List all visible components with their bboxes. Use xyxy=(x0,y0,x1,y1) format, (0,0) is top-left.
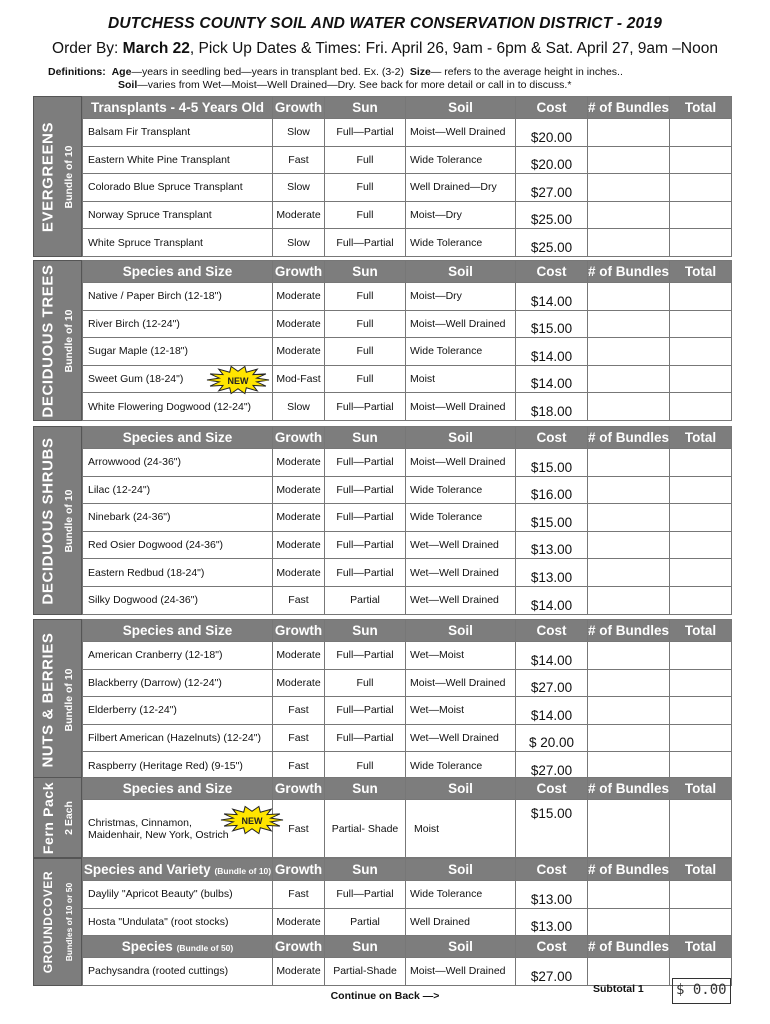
sun-requirement: Partial- Shade xyxy=(325,800,406,858)
soil-requirement: Moist—Well Drained xyxy=(406,310,516,338)
soil-requirement: Moist—Well Drained xyxy=(406,119,516,147)
growth-rate: Moderate xyxy=(273,449,325,477)
growth-rate: Moderate xyxy=(273,310,325,338)
sun-requirement: Full—Partial xyxy=(325,531,406,559)
column-header-row xyxy=(83,97,732,119)
section-label xyxy=(33,260,82,421)
plant-name: Native / Paper Birch (12-18") xyxy=(83,283,273,311)
column-header-total: Total xyxy=(670,859,732,881)
bundles-input[interactable] xyxy=(588,504,670,532)
bundles-input[interactable] xyxy=(588,338,670,366)
table-row xyxy=(83,642,732,670)
total-field[interactable] xyxy=(670,146,732,174)
bundles-input[interactable] xyxy=(588,881,670,909)
plant-name: Blackberry (Darrow) (12-24") xyxy=(83,669,273,697)
column-header-cost: Cost xyxy=(516,778,588,800)
price: $18.00 xyxy=(516,393,588,421)
sun-requirement: Full—Partial xyxy=(325,119,406,147)
table-row xyxy=(83,504,732,532)
growth-rate: Mod-Fast xyxy=(273,365,325,393)
table-row xyxy=(83,958,732,986)
section-label xyxy=(33,619,82,780)
soil-requirement: Wet—Well Drained xyxy=(406,724,516,752)
growth-rate: Moderate xyxy=(273,476,325,504)
table-row xyxy=(83,697,732,725)
table-row xyxy=(83,908,732,936)
table-row xyxy=(83,724,732,752)
total-field[interactable] xyxy=(670,310,732,338)
price: $14.00 xyxy=(516,338,588,366)
bundles-input[interactable] xyxy=(588,800,670,858)
section-deciduous-shrubs xyxy=(33,426,731,615)
table-row xyxy=(83,174,732,202)
sun-requirement: Full xyxy=(325,752,406,780)
growth-rate: Moderate xyxy=(273,504,325,532)
section-fern-pack xyxy=(33,777,731,858)
sun-requirement: Full—Partial xyxy=(325,449,406,477)
column-header-total: Total xyxy=(670,97,732,119)
total-field[interactable] xyxy=(670,338,732,366)
soil-requirement: Wet—Moist xyxy=(406,697,516,725)
column-header-growth: Growth xyxy=(273,778,325,800)
order-info: Order By: March 22, Pick Up Dates & Times: Fri. April 26, 9am - 6pm & Sat. April 27, 9am –Noon xyxy=(52,40,718,57)
price: $15.00 xyxy=(516,449,588,477)
column-header-total: Total xyxy=(670,427,732,449)
column-header-total: Total xyxy=(670,778,732,800)
soil-requirement: Wet—Well Drained xyxy=(406,559,516,587)
section-name: NUTS & BERRIES xyxy=(39,631,57,768)
column-header-sun: Sun xyxy=(325,261,406,283)
total-field[interactable] xyxy=(670,229,732,257)
column-header-row xyxy=(83,427,732,449)
total-field[interactable] xyxy=(670,586,732,614)
section-label xyxy=(33,777,82,858)
plant-name: Norway Spruce Transplant xyxy=(83,201,273,229)
bundles-input[interactable] xyxy=(588,724,670,752)
sun-requirement: Full—Partial xyxy=(325,724,406,752)
price: $16.00 xyxy=(516,476,588,504)
section-evergreens xyxy=(33,96,731,257)
column-header-species: Transplants - 4-5 Years Old xyxy=(83,97,273,119)
plant-name: Arrowwood (24-36") xyxy=(83,449,273,477)
bundles-input[interactable] xyxy=(588,958,670,986)
plant-name: American Cranberry (12-18") xyxy=(83,642,273,670)
section-name: EVERGREENS xyxy=(39,121,57,232)
plant-name: White Spruce Transplant xyxy=(83,229,273,257)
growth-rate: Moderate xyxy=(273,669,325,697)
plant-name: White Flowering Dogwood (12-24") xyxy=(83,393,273,421)
section-table xyxy=(82,260,732,421)
growth-rate: Moderate xyxy=(273,531,325,559)
plant-name: Colorado Blue Spruce Transplant xyxy=(83,174,273,202)
bundles-input[interactable] xyxy=(588,310,670,338)
growth-rate: Slow xyxy=(273,174,325,202)
column-header-growth: Growth xyxy=(273,261,325,283)
price: $13.00 xyxy=(516,531,588,559)
price: $14.00 xyxy=(516,283,588,311)
table-row xyxy=(83,146,732,174)
price: $27.00 xyxy=(516,752,588,780)
column-header-soil: Soil xyxy=(406,261,516,283)
column-header-growth: Growth xyxy=(273,936,325,958)
sun-requirement: Full—Partial xyxy=(325,642,406,670)
bundle-size: Bundle of 10 xyxy=(63,488,75,553)
bundle-size: Bundle of 10 xyxy=(63,308,75,373)
price: $27.00 xyxy=(516,174,588,202)
sun-requirement: Full xyxy=(325,365,406,393)
sun-requirement: Full—Partial xyxy=(325,559,406,587)
order-date: March 22 xyxy=(122,40,190,57)
growth-rate: Moderate xyxy=(273,908,325,936)
column-header-row xyxy=(83,620,732,642)
column-header-row xyxy=(83,859,732,881)
bundles-input[interactable] xyxy=(588,283,670,311)
growth-rate: Moderate xyxy=(273,201,325,229)
column-header-growth: Growth xyxy=(273,97,325,119)
subtotal-field[interactable]: $ 0.00 xyxy=(672,978,731,1004)
bundles-input[interactable] xyxy=(588,365,670,393)
total-field[interactable] xyxy=(670,174,732,202)
price: $15.00 xyxy=(516,800,588,858)
bundles-input[interactable] xyxy=(588,697,670,725)
price: $27.00 xyxy=(516,669,588,697)
soil-requirement: Moist—Dry xyxy=(406,283,516,311)
sun-requirement: Partial xyxy=(325,908,406,936)
bundle-size: Bundles of 10 or 50 xyxy=(64,882,74,962)
column-header-bundles: # of Bundles xyxy=(588,97,670,119)
section-table xyxy=(82,619,732,780)
bundles-input[interactable] xyxy=(588,642,670,670)
growth-rate: Fast xyxy=(273,752,325,780)
plant-name: Silky Dogwood (24-36") xyxy=(83,586,273,614)
total-field[interactable] xyxy=(670,449,732,477)
bundles-input[interactable] xyxy=(588,669,670,697)
section-name: DECIDUOUS TREES xyxy=(39,263,57,418)
column-header-soil: Soil xyxy=(406,859,516,881)
soil-requirement: Moist—Dry xyxy=(406,201,516,229)
soil-requirement: Wide Tolerance xyxy=(406,752,516,780)
sun-requirement: Full xyxy=(325,283,406,311)
table-row xyxy=(83,476,732,504)
plant-name: Red Osier Dogwood (24-36") xyxy=(83,531,273,559)
bundle-size: Bundle of 10 xyxy=(63,144,75,209)
soil-requirement: Wet—Moist xyxy=(406,642,516,670)
growth-rate: Moderate xyxy=(273,642,325,670)
soil-requirement: Well Drained—Dry xyxy=(406,174,516,202)
section-label xyxy=(33,96,82,257)
bundles-input[interactable] xyxy=(588,174,670,202)
table-row xyxy=(83,393,732,421)
column-header-bundles: # of Bundles xyxy=(588,261,670,283)
column-header-bundles: # of Bundles xyxy=(588,859,670,881)
total-field[interactable] xyxy=(670,669,732,697)
new-badge xyxy=(220,805,284,835)
column-header-soil: Soil xyxy=(406,97,516,119)
column-header-species: Species and Size xyxy=(83,778,273,800)
price: $13.00 xyxy=(516,908,588,936)
total-field[interactable] xyxy=(670,697,732,725)
price: $20.00 xyxy=(516,146,588,174)
page-title: DUTCHESS COUNTY SOIL AND WATER CONSERVATION DISTRICT - 2019 xyxy=(107,15,663,32)
definitions: Definitions: Age—years in seedling bed—years in transplant bed. Ex. (3-2) Size— refers to the average height in inches.. Soil—varies from Wet—Moist—Well Drained—Dry. See back for more detail or call in to discuss.* xyxy=(48,66,623,91)
column-header-bundles: # of Bundles xyxy=(588,936,670,958)
growth-rate: Slow xyxy=(273,119,325,147)
sun-requirement: Full—Partial xyxy=(325,504,406,532)
total-field[interactable] xyxy=(670,531,732,559)
column-header-total: Total xyxy=(670,936,732,958)
column-header-soil: Soil xyxy=(406,620,516,642)
sun-requirement: Full—Partial xyxy=(325,393,406,421)
column-header-total: Total xyxy=(670,261,732,283)
total-field[interactable] xyxy=(670,119,732,147)
table-row xyxy=(83,586,732,614)
continue-on-back: Continue on Back —> xyxy=(330,990,440,1002)
table-row xyxy=(83,201,732,229)
total-field[interactable] xyxy=(670,504,732,532)
plant-name: Raspberry (Heritage Red) (9-15") xyxy=(83,752,273,780)
column-header-row xyxy=(83,261,732,283)
growth-rate: Moderate xyxy=(273,958,325,986)
section-groundcover xyxy=(33,858,731,986)
soil-requirement: Moist—Well Drained xyxy=(406,958,516,986)
price: $15.00 xyxy=(516,310,588,338)
soil-requirement: Wide Tolerance xyxy=(406,338,516,366)
plant-name: River Birch (12-24") xyxy=(83,310,273,338)
column-header-growth: Growth xyxy=(273,859,325,881)
growth-rate: Slow xyxy=(273,393,325,421)
column-header-sun: Sun xyxy=(325,620,406,642)
plant-name: Ninebark (24-36") xyxy=(83,504,273,532)
soil-requirement: Moist xyxy=(406,800,516,858)
column-header-sun: Sun xyxy=(325,936,406,958)
plant-name: Sweet Gum (18-24") NEW xyxy=(83,365,273,393)
column-header-growth: Growth xyxy=(273,427,325,449)
bundles-input[interactable] xyxy=(588,119,670,147)
sun-requirement: Full xyxy=(325,174,406,202)
growth-rate: Fast xyxy=(273,724,325,752)
column-header-sun: Sun xyxy=(325,859,406,881)
total-field[interactable] xyxy=(670,393,732,421)
plant-name: Christmas, Cinnamon, Maidenhair, New York, Ostrich NEW xyxy=(83,800,273,858)
total-field[interactable] xyxy=(670,908,732,936)
column-header-species: Species and Variety (Bundle of 10) xyxy=(83,859,273,881)
table-row xyxy=(83,365,732,393)
column-header-bundles: # of Bundles xyxy=(588,427,670,449)
total-field[interactable] xyxy=(670,476,732,504)
total-field[interactable] xyxy=(670,724,732,752)
table-row xyxy=(83,119,732,147)
price: $13.00 xyxy=(516,559,588,587)
plant-name: Pachysandra (rooted cuttings) xyxy=(83,958,273,986)
column-header-species: Species and Size xyxy=(83,427,273,449)
sun-requirement: Full xyxy=(325,669,406,697)
table-row xyxy=(83,669,732,697)
column-header-cost: Cost xyxy=(516,936,588,958)
price: $13.00 xyxy=(516,881,588,909)
growth-rate: Slow xyxy=(273,229,325,257)
table-row xyxy=(83,338,732,366)
price: $20.00 xyxy=(516,119,588,147)
bundles-input[interactable] xyxy=(588,752,670,780)
section-name: DECIDUOUS SHRUBS xyxy=(39,436,57,605)
section-table xyxy=(82,777,732,858)
bundles-input[interactable] xyxy=(588,559,670,587)
soil-requirement: Well Drained xyxy=(406,908,516,936)
section-table xyxy=(82,96,732,257)
soil-requirement: Moist—Well Drained xyxy=(406,449,516,477)
column-header-row xyxy=(83,936,732,958)
table-row xyxy=(83,752,732,780)
svg-text:NEW: NEW xyxy=(227,376,249,387)
bundles-input[interactable] xyxy=(588,449,670,477)
subtotal-label: Subtotal 1 xyxy=(593,983,644,995)
growth-rate: Moderate xyxy=(273,338,325,366)
price: $14.00 xyxy=(516,697,588,725)
sun-requirement: Full xyxy=(325,310,406,338)
section-name: GROUNDCOVER xyxy=(41,870,55,974)
bundle-size: Bundle of 10 xyxy=(63,667,75,732)
plant-name: Balsam Fir Transplant xyxy=(83,119,273,147)
column-header-sun: Sun xyxy=(325,778,406,800)
price: $15.00 xyxy=(516,504,588,532)
plant-name: Daylily "Apricot Beauty" (bulbs) xyxy=(83,881,273,909)
growth-rate: Fast xyxy=(273,146,325,174)
growth-rate: Fast xyxy=(273,586,325,614)
soil-requirement: Moist—Well Drained xyxy=(406,669,516,697)
bundles-input[interactable] xyxy=(588,908,670,936)
column-header-species: Species and Size xyxy=(83,261,273,283)
total-field[interactable] xyxy=(670,201,732,229)
sun-requirement: Partial xyxy=(325,586,406,614)
soil-requirement: Moist xyxy=(406,365,516,393)
svg-text:NEW: NEW xyxy=(241,815,263,826)
total-field[interactable] xyxy=(670,881,732,909)
soil-requirement: Moist—Well Drained xyxy=(406,393,516,421)
price: $14.00 xyxy=(516,365,588,393)
table-row xyxy=(83,283,732,311)
total-field[interactable] xyxy=(670,283,732,311)
table-row xyxy=(83,559,732,587)
bundles-input[interactable] xyxy=(588,393,670,421)
price: $27.00 xyxy=(516,958,588,986)
total-field[interactable] xyxy=(670,559,732,587)
bundles-input[interactable] xyxy=(588,531,670,559)
column-header-cost: Cost xyxy=(516,427,588,449)
plant-name: Eastern Redbud (18-24") xyxy=(83,559,273,587)
plant-name: Sugar Maple (12-18") xyxy=(83,338,273,366)
column-header-soil: Soil xyxy=(406,778,516,800)
soil-requirement: Wide Tolerance xyxy=(406,504,516,532)
soil-requirement: Wet—Well Drained xyxy=(406,586,516,614)
column-header-sun: Sun xyxy=(325,427,406,449)
plant-name: Hosta "Undulata" (root stocks) xyxy=(83,908,273,936)
column-header-cost: Cost xyxy=(516,859,588,881)
section-deciduous-trees xyxy=(33,260,731,421)
column-header-total: Total xyxy=(670,620,732,642)
table-row xyxy=(83,800,732,858)
column-header-soil: Soil xyxy=(406,427,516,449)
column-header-bundles: # of Bundles xyxy=(588,778,670,800)
soil-requirement: Wide Tolerance xyxy=(406,881,516,909)
bundles-input[interactable] xyxy=(588,146,670,174)
column-header-soil: Soil xyxy=(406,936,516,958)
growth-rate: Moderate xyxy=(273,283,325,311)
total-field[interactable] xyxy=(670,642,732,670)
price: $ 20.00 xyxy=(516,724,588,752)
table-row xyxy=(83,881,732,909)
column-header-growth: Growth xyxy=(273,620,325,642)
price: $25.00 xyxy=(516,229,588,257)
column-header-cost: Cost xyxy=(516,261,588,283)
table-row xyxy=(83,310,732,338)
column-header-species: Species (Bundle of 50) xyxy=(83,936,273,958)
sun-requirement: Full xyxy=(325,201,406,229)
sun-requirement: Full—Partial xyxy=(325,476,406,504)
sun-requirement: Full—Partial xyxy=(325,881,406,909)
bundles-input[interactable] xyxy=(588,476,670,504)
price: $14.00 xyxy=(516,586,588,614)
table-row xyxy=(83,531,732,559)
section-nuts-berries xyxy=(33,619,731,780)
column-header-cost: Cost xyxy=(516,620,588,642)
soil-requirement: Wide Tolerance xyxy=(406,476,516,504)
plant-name: Lilac (12-24") xyxy=(83,476,273,504)
total-field[interactable] xyxy=(670,752,732,780)
growth-rate: Fast xyxy=(273,697,325,725)
sun-requirement: Full—Partial xyxy=(325,697,406,725)
price: $25.00 xyxy=(516,201,588,229)
plant-name: Eastern White Pine Transplant xyxy=(83,146,273,174)
total-field[interactable] xyxy=(670,800,732,858)
column-header-bundles: # of Bundles xyxy=(588,620,670,642)
section-label xyxy=(33,426,82,615)
section-table xyxy=(82,858,732,986)
price: $14.00 xyxy=(516,642,588,670)
soil-requirement: Wide Tolerance xyxy=(406,229,516,257)
column-header-row xyxy=(83,778,732,800)
column-header-cost: Cost xyxy=(516,97,588,119)
bundles-input[interactable] xyxy=(588,229,670,257)
growth-rate: Fast xyxy=(273,800,325,858)
sun-requirement: Full xyxy=(325,338,406,366)
growth-rate: Moderate xyxy=(273,559,325,587)
table-row xyxy=(83,449,732,477)
column-header-sun: Sun xyxy=(325,97,406,119)
soil-requirement: Wet—Well Drained xyxy=(406,531,516,559)
section-label xyxy=(33,858,82,986)
bundle-size: 2 Each xyxy=(63,800,75,835)
table-row xyxy=(83,229,732,257)
sun-requirement: Full—Partial xyxy=(325,229,406,257)
sun-requirement: Partial-Shade xyxy=(325,958,406,986)
bundles-input[interactable] xyxy=(588,586,670,614)
column-header-species: Species and Size xyxy=(83,620,273,642)
sun-requirement: Full xyxy=(325,146,406,174)
plant-name: Filbert American (Hazelnuts) (12-24") xyxy=(83,724,273,752)
growth-rate: Fast xyxy=(273,881,325,909)
section-name: Fern Pack xyxy=(40,781,56,854)
new-badge xyxy=(206,365,270,395)
soil-requirement: Wide Tolerance xyxy=(406,146,516,174)
plant-name: Elderberry (12-24") xyxy=(83,697,273,725)
section-table xyxy=(82,426,732,615)
bundles-input[interactable] xyxy=(588,201,670,229)
total-field[interactable] xyxy=(670,365,732,393)
